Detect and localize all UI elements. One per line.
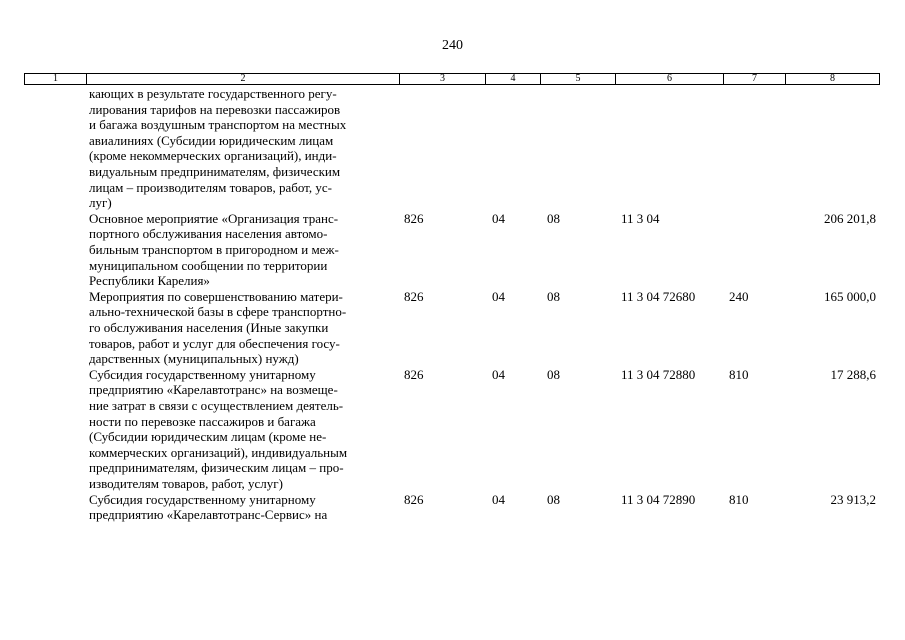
cell-c3: 826 (404, 366, 424, 382)
row-description (89, 289, 401, 367)
description-line: ности по перевозке пассажиров и багажа (89, 413, 316, 429)
cell-c8: 206 201,8 (824, 210, 876, 226)
cell-c6: 11 3 04 72680 (621, 288, 696, 304)
table-row (24, 492, 880, 523)
table-row (24, 86, 880, 211)
description-line: Республики Карелия» (89, 273, 210, 289)
description-line: муниципальном сообщении по территории (89, 257, 328, 273)
row-description (89, 211, 401, 289)
description-line: портного обслуживания населения автомо- (89, 226, 328, 242)
description-line: изводителям товаров, работ, услуг) (89, 475, 283, 491)
table-row (24, 367, 880, 492)
cell-c6: 11 3 04 72880 (621, 366, 696, 382)
row-description (89, 86, 401, 211)
description-line: Субсидия государственному унитарному (89, 366, 316, 382)
description-line: луг) (89, 195, 112, 211)
cell-c7: 810 (729, 491, 749, 507)
header-col-7: 7 (723, 74, 785, 84)
header-col-8: 8 (785, 74, 879, 84)
header-col-1: 1 (53, 73, 58, 84)
cell-c4: 04 (492, 210, 505, 226)
header-col-2: 2 (86, 74, 399, 84)
description-line: го обслуживания населения (Иные закупки (89, 319, 329, 335)
header-col-4: 4 (485, 74, 540, 84)
description-line: (кроме некоммерческих организаций), инди- (89, 148, 337, 164)
cell-c8: 17 288,6 (830, 366, 876, 382)
header-col-5: 5 (540, 74, 615, 84)
cell-c8: 165 000,0 (824, 288, 876, 304)
cell-c3: 826 (404, 210, 424, 226)
description-line: кающих в результате государственного регу- (89, 86, 337, 101)
cell-c5: 08 (547, 366, 560, 382)
cell-c6: 11 3 04 72890 (621, 491, 696, 507)
description-line: предпринимателям, физическим лицам – про- (89, 460, 344, 476)
description-line: Мероприятия по совершенствованию матери- (89, 288, 343, 304)
cell-c5: 08 (547, 288, 560, 304)
description-line: предприятию «Карелавтотранс-Сервис» на (89, 507, 328, 523)
description-line: бильным транспортом в пригородном и меж- (89, 241, 339, 257)
description-line: видуальным предпринимателям, физическим (89, 163, 341, 179)
description-line: товаров, работ и услуг для обеспечения госу- (89, 335, 340, 351)
description-line: (Субсидии юридическим лицам (кроме не- (89, 429, 327, 445)
header-col-6: 6 (615, 74, 723, 84)
description-line: дарственных (муниципальных) нужд) (89, 351, 299, 367)
description-line: Основное мероприятие «Организация транс- (89, 210, 339, 226)
header-col-3: 3 (399, 74, 485, 84)
description-line: ально-технической базы в сфере транспортно- (89, 304, 347, 320)
table-row (24, 211, 880, 289)
description-line: лицам – производителям товаров, работ, ус- (89, 179, 332, 195)
row-description (89, 492, 401, 523)
cell-c6: 11 3 04 (621, 210, 660, 226)
description-line: коммерческих организаций), индивидуальным (89, 444, 348, 460)
cell-c5: 08 (547, 210, 560, 226)
description-line: предприятию «Карелавтотранс» на возмеще- (89, 382, 338, 398)
cell-c8: 23 913,2 (830, 491, 876, 507)
table-header (24, 73, 880, 85)
cell-c3: 826 (404, 491, 424, 507)
description-line: лирования тарифов на перевозки пассажиров (89, 101, 341, 117)
cell-c4: 04 (492, 288, 505, 304)
description-line: ние затрат в связи с осуществлением деятель- (89, 397, 344, 413)
description-line: Субсидия государственному унитарному (89, 491, 316, 507)
cell-c7: 240 (729, 288, 749, 304)
cell-c7: 810 (729, 366, 749, 382)
cell-c4: 04 (492, 491, 505, 507)
description-line: авиалиниях (Субсидии юридическим лицам (89, 132, 334, 148)
page-number: 240 (442, 38, 463, 53)
table-row (24, 289, 880, 367)
row-description (89, 367, 401, 492)
cell-c4: 04 (492, 366, 505, 382)
description-line: и багажа воздушным транспортом на местных (89, 117, 347, 133)
cell-c3: 826 (404, 288, 424, 304)
cell-c5: 08 (547, 491, 560, 507)
